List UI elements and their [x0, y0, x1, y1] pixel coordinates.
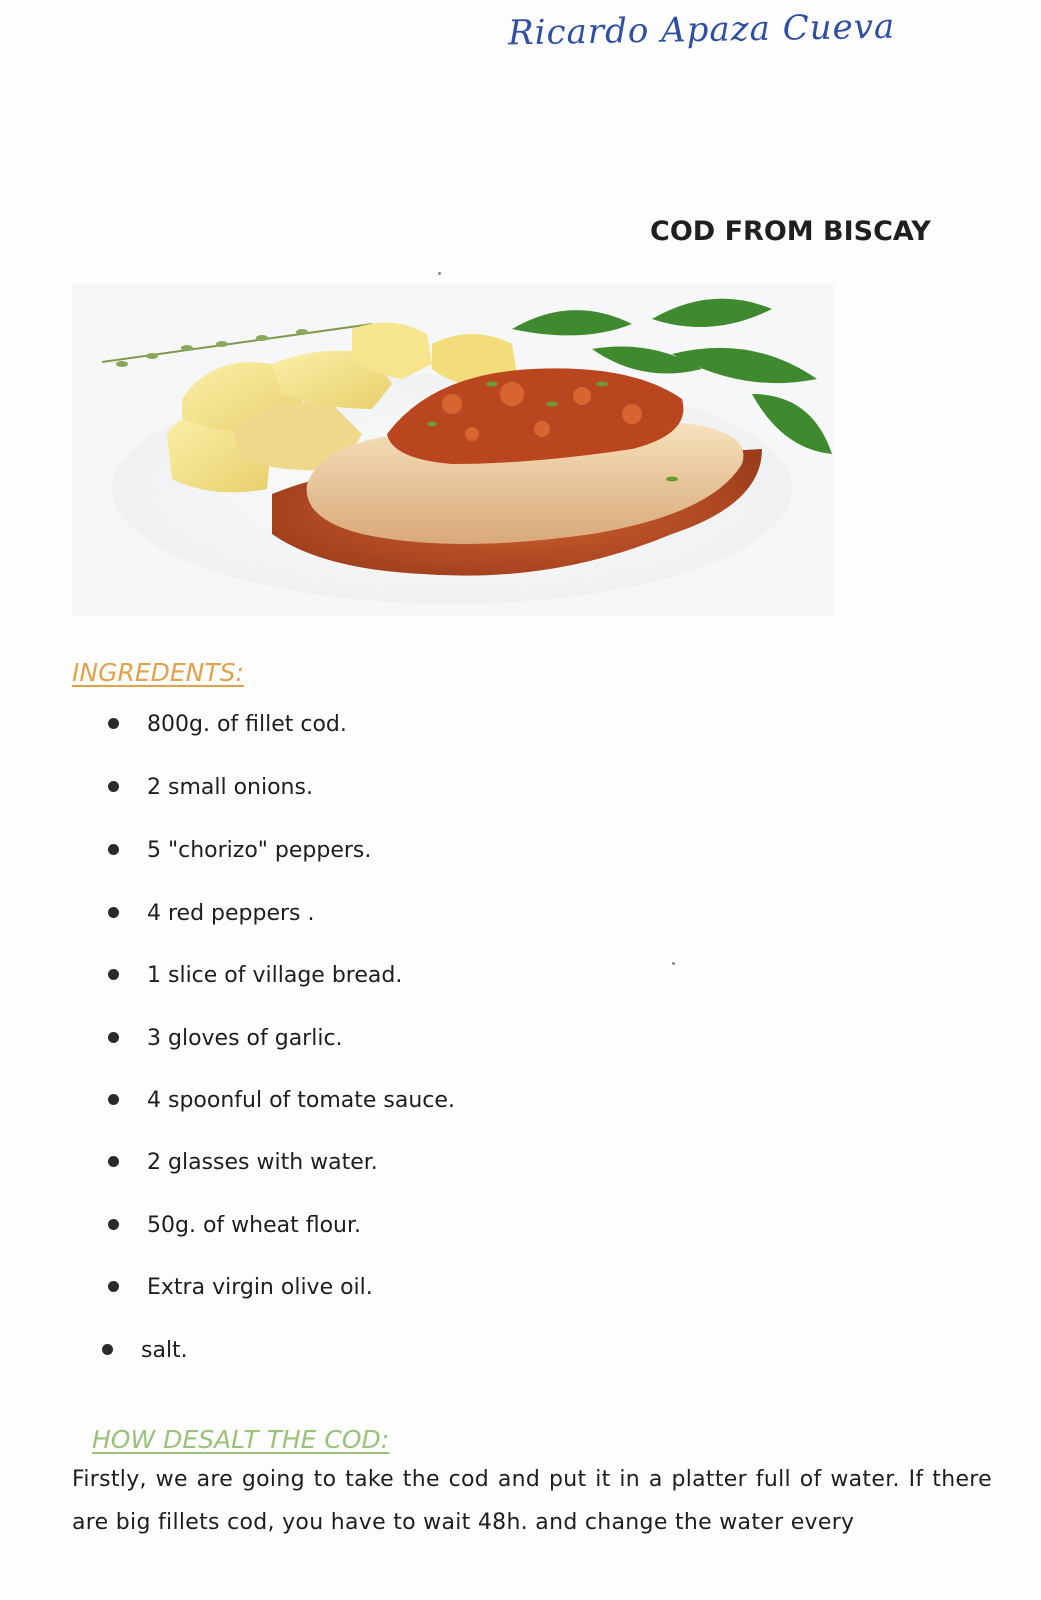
- ingredient-text: 3 gloves of garlic.: [147, 1026, 343, 1051]
- bullet-icon: [108, 781, 119, 792]
- bullet-icon: [108, 1156, 119, 1167]
- ingredient-text: 800g. of fillet cod.: [147, 712, 347, 737]
- ingredient-text: 1 slice of village bread.: [147, 963, 403, 988]
- desalt-heading: HOW DESALT THE COD:: [92, 1425, 390, 1454]
- dish-photo: [72, 284, 834, 616]
- ingredient-text: 5 "chorizo" peppers.: [147, 838, 372, 863]
- bullet-icon: [108, 718, 119, 729]
- ingredient-text: 4 spoonful of tomate sauce.: [147, 1088, 455, 1113]
- ingredients-heading-colon: :: [235, 658, 244, 687]
- list-item: [108, 1268, 708, 1308]
- ingredient-text: 4 red peppers .: [147, 901, 315, 926]
- list-item: [108, 831, 708, 871]
- ingredients-heading-text: INGREDENTS: [72, 658, 236, 687]
- desalt-paragraph: Firstly, we are going to take the cod and put it in a platter full of water. If there are big fillets cod, you have to wait 48h. and change the water every: [72, 1467, 992, 1535]
- ingredient-text: 2 small onions.: [147, 775, 313, 800]
- scan-speck: [672, 962, 675, 965]
- bullet-icon: [108, 1219, 119, 1230]
- list-item: [108, 894, 708, 934]
- handwritten-signature: Ricardo Apaza Cueva: [507, 6, 896, 54]
- recipe-title: COD FROM BISCAY: [650, 216, 931, 247]
- bullet-icon: [108, 907, 119, 918]
- list-item: [108, 956, 708, 996]
- list-item: [108, 1143, 708, 1183]
- list-item: [108, 1206, 708, 1246]
- list-item: [102, 1331, 702, 1371]
- ingredient-text: 50g. of wheat flour.: [147, 1213, 361, 1238]
- bullet-icon: [102, 1344, 113, 1355]
- ingredient-text: salt.: [141, 1338, 188, 1363]
- list-item: [108, 1019, 708, 1059]
- list-item: [108, 1081, 708, 1121]
- ingredient-text: Extra virgin olive oil.: [147, 1275, 373, 1300]
- bullet-icon: [108, 1032, 119, 1043]
- scan-speck: [438, 272, 441, 275]
- list-item: [108, 705, 708, 745]
- bullet-icon: [108, 844, 119, 855]
- ingredients-heading: [72, 658, 244, 687]
- bullet-icon: [108, 1281, 119, 1292]
- bullet-icon: [108, 969, 119, 980]
- bullet-icon: [108, 1094, 119, 1105]
- ingredient-text: 2 glasses with water.: [147, 1150, 378, 1175]
- list-item: [108, 768, 708, 808]
